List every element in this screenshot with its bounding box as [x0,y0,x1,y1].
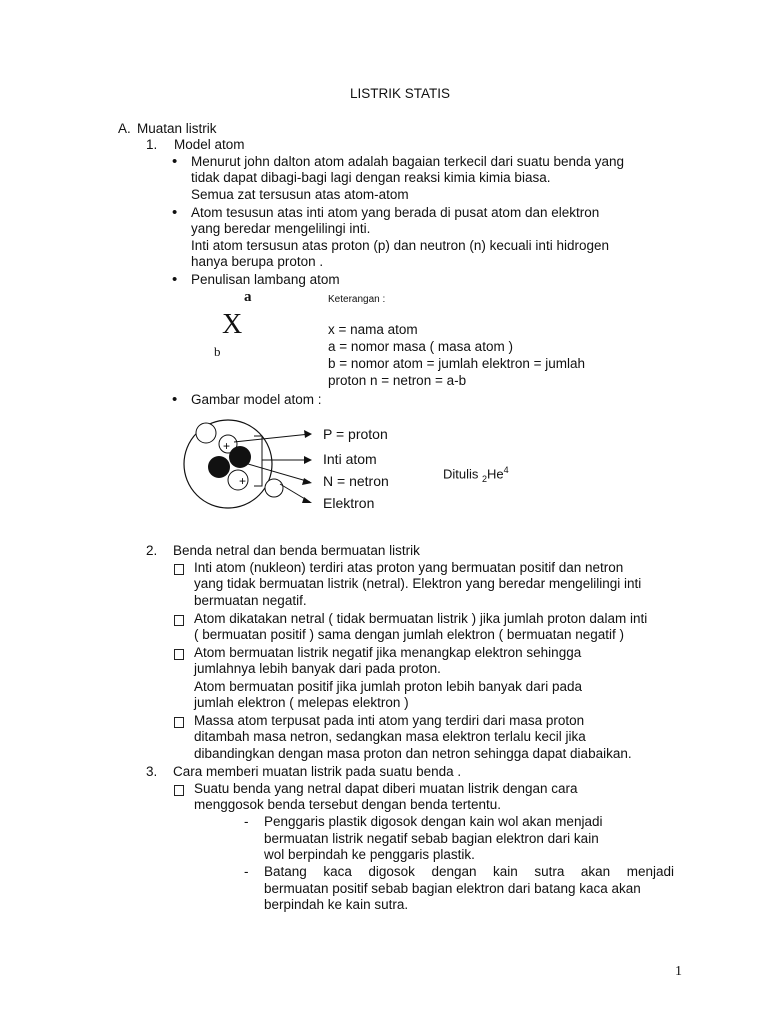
paragraph-line: dibandingkan dengan masa proton dan netron sehingga dapat diabaikan. [194,746,632,761]
paragraph-line: yang tidak bermuatan listrik (netral). Elektron yang beredar mengelilingi inti [194,576,642,591]
square-bullet-icon [174,649,184,660]
paragraph-line: bermuatan positif sebab bagian elektron dari batang kaca akan [264,881,641,896]
electron-circle [196,423,216,443]
bullet-icon: • [172,391,178,408]
diagram-label: Inti atom [323,451,377,467]
neutron-circle [229,446,251,468]
paragraph-line: jumlahnya lebih banyak dari pada proton. [194,661,441,676]
atomic-number-sub: b [214,344,221,359]
paragraph-line: wol berpindah ke penggaris plastik. [264,847,475,862]
item-number: 1. [146,137,158,152]
paragraph-line: Gambar model atom : [191,392,322,407]
paragraph-line: jumlah elektron ( melepas elektron ) [194,695,409,710]
paragraph-line: Atom dikatakan netral ( tidak bermuatan listrik ) jika jumlah proton dalam inti [194,611,648,626]
paragraph-line: bermuatan negatif. [194,593,307,608]
bullet-icon: • [172,153,178,170]
paragraph-line: Menurut john dalton atom adalah bagaian terkecil dari suatu benda yang [191,154,625,169]
helium-notation: Ditulis $_2He^4$ [443,465,509,484]
nucleus-bracket [254,436,262,486]
item-number: 3. [146,764,158,779]
bullet-icon: • [172,204,178,221]
paragraph-line: berpindah ke kain sutra. [264,897,409,912]
paragraph-line: Semua zat tersusun atas atom-atom [191,187,409,202]
pointer-line [248,464,310,482]
square-bullet-icon [174,564,184,575]
paragraph-line: Atom bermuatan listrik negatif jika menangkap elektron sehingga [194,645,582,660]
page-title: LISTRIK STATIS [349,86,451,101]
keterangan-line: proton n = netron = a-b [328,373,467,388]
paragraph-line: bermuatan listrik negatif sebab bagian elektron dari kain [264,831,599,846]
paragraph-line: yang beredar mengelilingi inti. [191,221,371,236]
paragraph-line: Batang kaca digosok dengan kain sutra akan menjadi [264,864,674,879]
paragraph-line: Massa atom terpusat pada inti atom yang terdiri dari masa proton [194,713,585,728]
plus-sign: + [223,439,231,453]
keterangan-line: a = nomor masa ( masa atom ) [328,339,513,354]
dash-marker: - [244,864,249,879]
paragraph-line: Penggaris plastik digosok dengan kain wol akan menjadi [264,814,603,829]
keterangan-line: b = nomor atom = jumlah elektron = jumlah [328,356,586,371]
paragraph-line: Inti atom tersusun atas proton (p) dan neutron (n) kecuali inti hidrogen [191,238,609,253]
square-bullet-icon [174,785,184,796]
paragraph-line: Atom tesusun atas inti atom yang berada di pusat atom dan elektron [191,205,600,220]
section-heading: Muatan listrik [137,121,217,136]
diagram-label: N = netron [323,473,389,489]
dash-marker: - [244,814,249,829]
paragraph-line: ( bermuatan positif ) sama dengan jumlah elektron ( bermuatan negatif ) [194,627,624,642]
paragraph-line: Suatu benda yang netral dapat diberi muatan listrik dengan cara [194,781,578,796]
section-marker: A. [118,121,131,136]
page-number: 1 [675,964,682,979]
paragraph-line: Penulisan lambang atom [191,272,340,287]
bullet-icon: • [172,271,178,288]
neutron-circle [208,456,230,478]
item-heading: Cara memberi muatan listrik pada suatu benda . [173,764,462,779]
paragraph-line: tidak dapat dibagi-bagi lagi dengan reaksi kimia kimia biasa. [191,170,551,185]
square-bullet-icon [174,717,184,728]
mass-number-sup: a [244,289,252,305]
pointer-line [234,434,310,442]
diagram-label: Elektron [323,495,375,511]
item-heading: Model atom [174,137,245,152]
item-number: 2. [146,543,158,558]
diagram-label: P = proton [323,426,388,442]
paragraph-line: ditambah masa netron, sedangkan masa elektron terlalu kecil jika [194,729,586,744]
plus-sign: + [239,474,247,488]
paragraph-line: menggosok benda tersebut dengan benda tertentu. [194,797,501,812]
item-heading: Benda netral dan benda bermuatan listrik [173,543,420,558]
keterangan-label: Keterangan : [328,294,386,305]
atom-symbol: X [222,309,243,340]
square-bullet-icon [174,615,184,626]
electron-circle [265,479,283,497]
paragraph-line: Atom bermuatan positif jika jumlah proton lebih banyak dari pada [194,679,582,694]
keterangan-line: x = nama atom [328,322,418,337]
paragraph-line: Inti atom (nukleon) terdiri atas proton yang bermuatan positif dan netron [194,560,624,575]
paragraph-line: hanya berupa proton . [191,254,324,269]
